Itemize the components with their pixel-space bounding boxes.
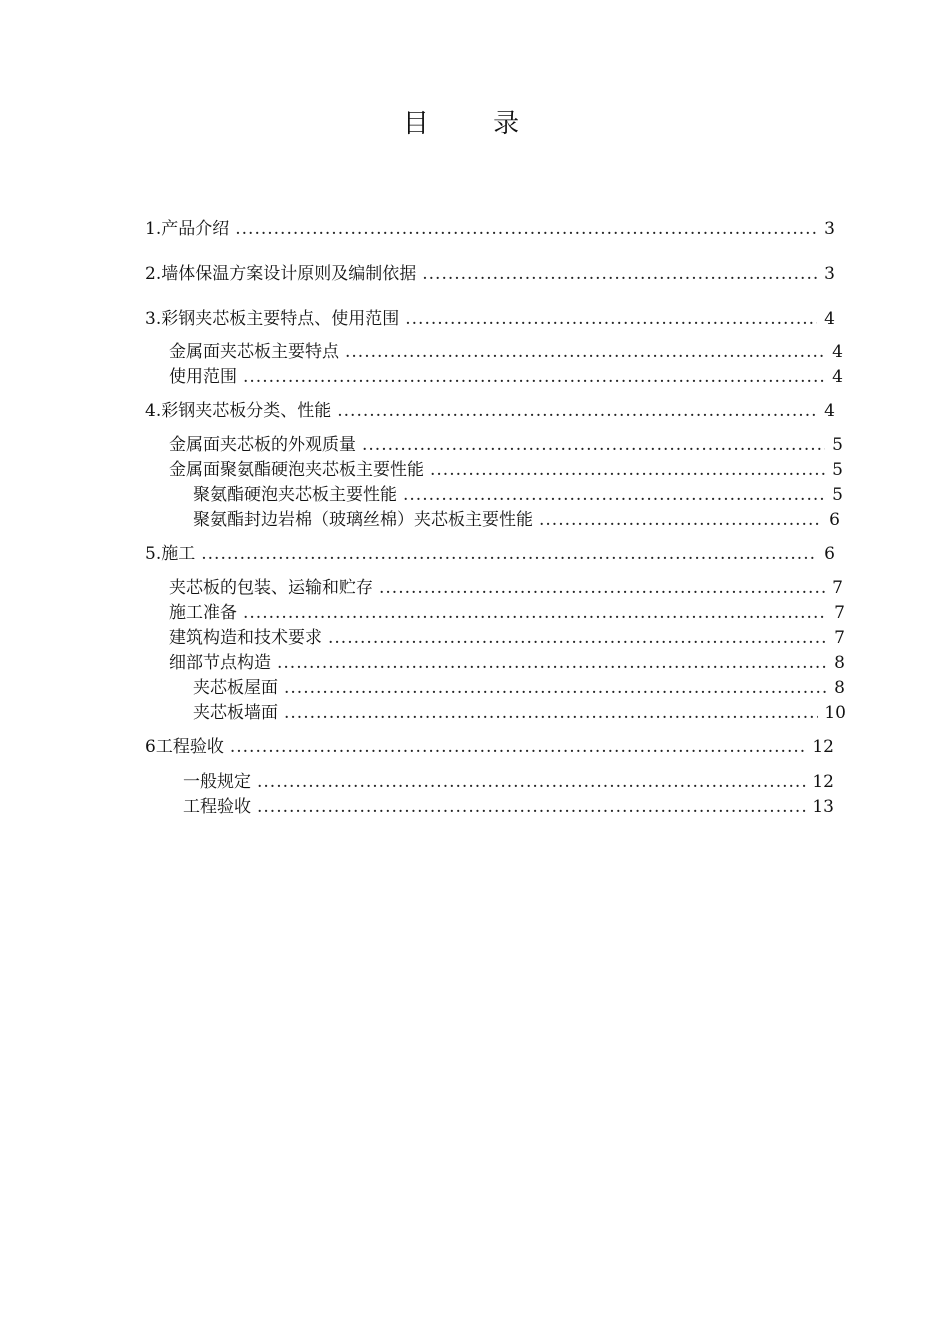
toc-entry-label: 工程验收 xyxy=(183,797,251,817)
dot-leader xyxy=(235,218,817,240)
toc-entry-page: 8 xyxy=(834,653,845,673)
toc-entry[interactable] xyxy=(169,341,843,363)
toc-entry-label: 聚氨酯硬泡夹芯板主要性能 xyxy=(193,485,397,505)
dot-leader xyxy=(430,459,825,481)
toc-entry-label: 2.墙体保温方案设计原则及编制依据 xyxy=(145,264,417,284)
toc-entry[interactable] xyxy=(145,263,835,285)
toc-entry-label: 夹芯板墙面 xyxy=(193,703,278,723)
toc-entry-label: 4.彩钢夹芯板分类、性能 xyxy=(145,401,332,421)
toc-entry-label: 6工程验收 xyxy=(145,737,224,757)
toc-entry-label: 一般规定 xyxy=(183,772,251,792)
dot-leader xyxy=(243,366,825,388)
toc-entry-label: 3.彩钢夹芯板主要特点、使用范围 xyxy=(145,309,400,329)
toc-entry-page: 12 xyxy=(812,737,834,757)
dot-leader xyxy=(230,736,807,758)
dot-leader xyxy=(284,702,818,724)
toc-entry-page: 4 xyxy=(832,342,843,362)
toc-entry[interactable] xyxy=(183,771,834,793)
toc-entry[interactable] xyxy=(169,366,843,388)
toc-entry-label: 建筑构造和技术要求 xyxy=(169,628,322,648)
dot-leader xyxy=(257,796,806,818)
dot-leader xyxy=(201,543,817,565)
toc-entry-page: 4 xyxy=(832,367,843,387)
toc-entry[interactable] xyxy=(193,484,843,506)
dot-leader xyxy=(403,484,825,506)
toc-entry-page: 3 xyxy=(824,264,835,284)
toc-entry-label: 金属面夹芯板的外观质量 xyxy=(169,435,356,455)
dot-leader xyxy=(257,771,806,793)
toc-entry[interactable] xyxy=(169,459,843,481)
dot-leader xyxy=(337,400,817,422)
dot-leader xyxy=(539,509,822,531)
toc-entry-label: 金属面夹芯板主要特点 xyxy=(169,342,339,362)
dot-leader xyxy=(243,602,827,624)
toc-entry-label: 金属面聚氨酯硬泡夹芯板主要性能 xyxy=(169,460,424,480)
toc-entry-page: 3 xyxy=(824,219,835,239)
toc-title: 目 录 xyxy=(402,109,548,139)
toc-entry-label: 细部节点构造 xyxy=(169,653,271,673)
dot-leader xyxy=(277,652,827,674)
toc-entry[interactable] xyxy=(193,509,840,531)
toc-entry-label: 夹芯板的包装、运输和贮存 xyxy=(169,578,373,598)
toc-entry-page: 5 xyxy=(832,460,843,480)
toc-entry-page: 7 xyxy=(834,603,845,623)
toc-entry[interactable] xyxy=(145,308,835,330)
toc-entry[interactable] xyxy=(193,702,846,724)
toc-entry-page: 13 xyxy=(812,797,834,817)
toc-entry-page: 6 xyxy=(829,510,840,530)
toc-entry-page: 4 xyxy=(824,401,835,421)
toc-entry-label: 聚氨酯封边岩棉（玻璃丝棉）夹芯板主要性能 xyxy=(193,510,533,530)
toc-entry-page: 5 xyxy=(832,435,843,455)
dot-leader xyxy=(328,627,827,649)
toc-entry-page: 12 xyxy=(812,772,834,792)
toc-entry[interactable] xyxy=(145,543,835,565)
toc-entry-label: 5.施工 xyxy=(145,544,196,564)
toc-entry[interactable] xyxy=(145,736,834,758)
toc-entry[interactable] xyxy=(169,652,845,674)
toc-entry-page: 10 xyxy=(824,703,846,723)
toc-entry-page: 7 xyxy=(834,628,845,648)
toc-entry[interactable] xyxy=(183,796,834,818)
toc-entry-label: 夹芯板屋面 xyxy=(193,678,278,698)
toc-entry[interactable] xyxy=(169,627,845,649)
toc-entry[interactable] xyxy=(169,434,843,456)
toc-entry-page: 7 xyxy=(832,578,843,598)
toc-entry[interactable] xyxy=(169,577,843,599)
toc-entry[interactable] xyxy=(145,218,835,240)
dot-leader xyxy=(379,577,825,599)
dot-leader xyxy=(284,677,827,699)
toc-entry-page: 6 xyxy=(824,544,835,564)
toc-entry-label: 施工准备 xyxy=(169,603,237,623)
toc-entry-page: 4 xyxy=(824,309,835,329)
toc-entry-page: 5 xyxy=(832,485,843,505)
toc-entry[interactable] xyxy=(193,677,845,699)
toc-entry[interactable] xyxy=(145,400,835,422)
dot-leader xyxy=(405,308,817,330)
dot-leader xyxy=(345,341,825,363)
toc-entry-page: 8 xyxy=(834,678,845,698)
dot-leader xyxy=(422,263,817,285)
toc-entry-label: 1.产品介绍 xyxy=(145,219,230,239)
dot-leader xyxy=(362,434,825,456)
toc-entry-label: 使用范围 xyxy=(169,367,237,387)
toc-entry[interactable] xyxy=(169,602,845,624)
